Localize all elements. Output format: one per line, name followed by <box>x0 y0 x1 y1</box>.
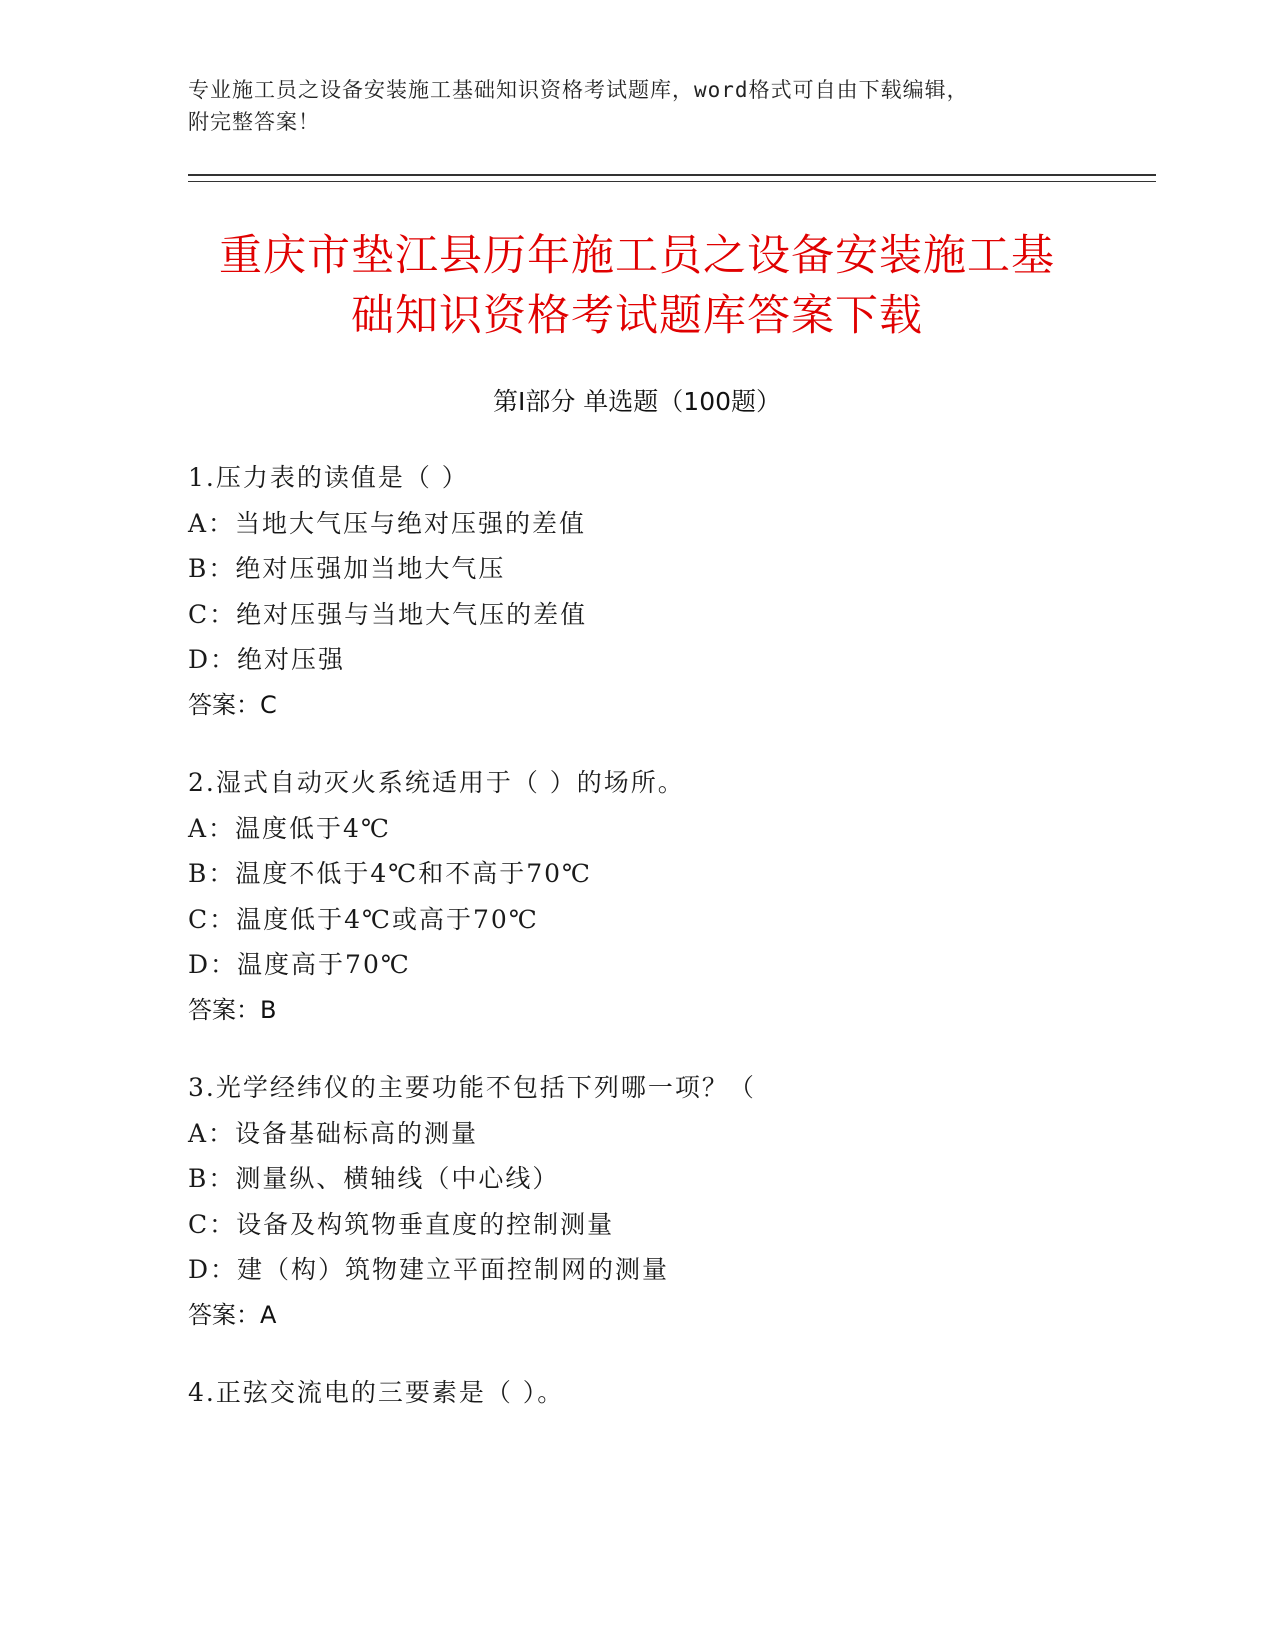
question-stem: 2.湿式自动灭火系统适用于（ ）的场所。 <box>188 768 685 797</box>
option-a: A：温度低于4℃ <box>188 813 391 843</box>
header-note-line-1: 专业施工员之设备安装施工基础知识资格考试题库，word格式可自由下载编辑， <box>188 78 969 102</box>
option-c: C：绝对压强与当地大气压的差值 <box>188 599 588 629</box>
header-note <box>188 74 1088 138</box>
answer: 答案：A <box>188 1300 277 1329</box>
question-1 <box>188 455 1128 728</box>
question-stem: 1.压力表的读值是（ ） <box>188 463 469 492</box>
option-a: A：当地大气压与绝对压强的差值 <box>188 508 587 538</box>
option-b: B：温度不低于4℃和不高于70℃ <box>188 859 593 888</box>
document-title-line-1: 重庆市垫江县历年施工员之设备安装施工基 <box>219 231 1055 281</box>
question-2 <box>188 760 1128 1033</box>
answer: 答案：C <box>188 690 277 719</box>
option-b: B：绝对压强加当地大气压 <box>188 554 506 583</box>
header-divider-thin <box>188 181 1156 182</box>
question-4 <box>188 1370 1128 1416</box>
document-title <box>137 226 1137 346</box>
question-stem: 3.光学经纬仪的主要功能不包括下列哪一项？（ <box>188 1073 756 1102</box>
option-d: D：温度高于70℃ <box>188 950 411 979</box>
option-a: A：设备基础标高的测量 <box>188 1118 479 1148</box>
header-divider-thick <box>188 174 1156 176</box>
answer: 答案：B <box>188 995 277 1024</box>
section-heading: 第Ⅰ部分 单选题（100题） <box>492 387 782 416</box>
option-c: C：设备及构筑物垂直度的控制测量 <box>188 1209 615 1239</box>
option-d: D：绝对压强 <box>188 645 346 674</box>
document-title-line-2: 础知识资格考试题库答案下载 <box>351 291 923 341</box>
question-3 <box>188 1065 1128 1338</box>
option-c: C：温度低于4℃或高于70℃ <box>188 904 539 934</box>
question-stem: 4.正弦交流电的三要素是（ ）。 <box>188 1378 565 1407</box>
option-b: B：测量纵、横轴线（中心线） <box>188 1164 560 1193</box>
option-d: D：建（构）筑物建立平面控制网的测量 <box>188 1255 670 1284</box>
header-note-line-2: 附完整答案！ <box>188 110 320 134</box>
